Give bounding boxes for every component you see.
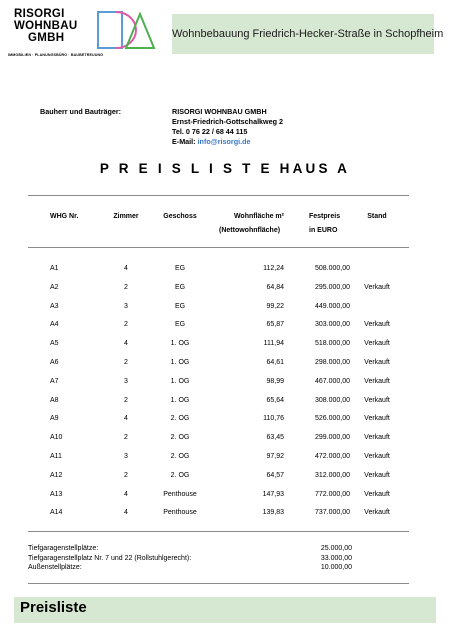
parking-price: 33.000,00: [320, 554, 352, 562]
parking-price: 25.000,00: [320, 545, 352, 552]
cell-stand: Verkauft: [364, 377, 390, 385]
email-label: E-Mail:: [172, 137, 196, 146]
cell-wohnflaeche: 139,83: [262, 509, 284, 517]
cell-wohnflaeche: 65,87: [266, 321, 284, 329]
cell-preis: 467.000,00: [314, 377, 350, 385]
cell-stand: Verkauft: [364, 396, 390, 404]
cell-nr: A2: [50, 283, 59, 291]
cell-preis: 308.000,00: [314, 396, 350, 404]
logo-line-3: GMBH: [28, 32, 65, 44]
cell-wohnflaeche: 64,84: [266, 283, 284, 291]
cell-wohnflaeche: 97,92: [266, 453, 284, 460]
cell-preis: 298.000,00: [314, 359, 350, 366]
cell-nr: A13: [50, 490, 63, 498]
cell-nr: A9: [50, 415, 59, 423]
cell-wohnflaeche: 98,99: [266, 377, 284, 385]
cell-nr: A14: [50, 509, 63, 517]
cell-geschoss: 1. OG: [170, 340, 190, 348]
logo-line-1: RISORGI: [14, 8, 65, 20]
logo-blue-square: [98, 12, 122, 48]
cell-nr: A6: [50, 359, 59, 366]
cell-wohnflaeche: 111,94: [263, 340, 284, 348]
cell-zimmer: 2: [124, 396, 128, 404]
company-logo-text: [14, 8, 77, 44]
cell-nr: A4: [50, 321, 59, 329]
footer-title: Preisliste: [20, 599, 87, 616]
cell-wohnflaeche: 65,64: [266, 396, 284, 404]
cell-zimmer: 4: [124, 265, 128, 272]
logo-tagline: IMMOBILIEN · PLANUNGSBÜRO · BAUBETREUUNG: [8, 53, 104, 57]
header-title: Wohnbebauung Friedrich-Hecker-Straße in Schopfheim: [172, 28, 444, 40]
cell-nr: A12: [50, 471, 63, 479]
divider-bottom: [28, 531, 409, 532]
cell-zimmer: 4: [124, 490, 128, 498]
cell-wohnflaeche: 147,93: [262, 490, 284, 498]
logo-graphic-icon: [96, 8, 156, 54]
cell-wohnflaeche: 99,22: [266, 302, 284, 310]
col-header-zimmer: Zimmer: [113, 213, 139, 220]
divider-top: [28, 195, 409, 196]
col-header-preis: Festpreis: [309, 213, 341, 220]
cell-nr: A3: [50, 302, 59, 310]
cell-preis: 472.000,00: [314, 453, 350, 460]
cell-zimmer: 3: [124, 377, 128, 385]
cell-preis: 303.000,00: [314, 321, 350, 329]
cell-stand: Verkauft: [364, 415, 390, 423]
email-link[interactable]: info@risorgi.de: [197, 137, 251, 146]
cell-stand: Verkauft: [364, 321, 390, 329]
cell-geschoss: EG: [174, 321, 186, 329]
cell-stand: Verkauft: [364, 453, 390, 460]
cell-stand: Verkauft: [364, 340, 390, 348]
cell-nr: A7: [50, 377, 59, 385]
parking-label: Tiefgaragenstellplätze:: [28, 545, 99, 552]
cell-nr: A5: [50, 340, 59, 348]
cell-zimmer: 2: [124, 471, 128, 479]
cell-geschoss: 1. OG: [170, 359, 190, 366]
contact-street: Ernst-Friedrich-Gottschalkweg 2: [172, 117, 284, 126]
cell-zimmer: 4: [124, 415, 128, 423]
cell-stand: Verkauft: [364, 283, 390, 291]
cell-zimmer: 2: [124, 434, 128, 442]
cell-preis: 772.000,00: [314, 490, 350, 498]
cell-zimmer: 4: [124, 509, 128, 517]
parking-label: Außenstellplätze:: [28, 564, 82, 571]
cell-geschoss: 2. OG: [170, 453, 190, 460]
cell-zimmer: 3: [124, 453, 128, 460]
parking-price: 10.000,00: [320, 564, 352, 571]
cell-stand: Verkauft: [364, 490, 390, 498]
cell-nr: A10: [50, 434, 63, 442]
cell-stand: Verkauft: [364, 471, 390, 479]
cell-geschoss: Penthouse: [163, 509, 197, 517]
cell-nr: A11: [50, 453, 62, 460]
cell-geschoss: 1. OG: [170, 396, 190, 404]
cell-preis: 449.000,00: [314, 302, 350, 310]
col-header-geschoss: Geschoss: [163, 213, 197, 220]
col-header-preis-sub: in EURO: [309, 227, 338, 234]
cell-geschoss: EG: [174, 265, 186, 272]
divider-header: [28, 247, 409, 248]
document-title: P R E I S L I S T E HAUS A: [99, 161, 351, 176]
cell-geschoss: 1. OG: [170, 377, 190, 385]
col-header-stand: Stand: [367, 213, 387, 220]
cell-nr: A8: [50, 396, 59, 404]
cell-wohnflaeche: 64,61: [266, 359, 284, 366]
cell-geschoss: EG: [174, 283, 186, 291]
cell-nr: A1: [50, 265, 59, 272]
cell-zimmer: 2: [124, 283, 128, 291]
cell-zimmer: 2: [124, 359, 128, 366]
cell-preis: 312.000,00: [314, 471, 350, 479]
contact-email-row: [172, 137, 251, 146]
cell-preis: 508.000,00: [314, 265, 350, 272]
col-header-wohnflaeche: Wohnfläche m²: [233, 213, 284, 220]
col-header-nr: WHG Nr.: [50, 213, 79, 220]
cell-geschoss: 2. OG: [170, 434, 190, 442]
cell-geschoss: Penthouse: [163, 490, 197, 498]
cell-preis: 518.000,00: [314, 340, 350, 348]
cell-zimmer: 2: [124, 321, 128, 329]
cell-preis: 737.000,00: [314, 509, 350, 517]
col-header-wohnflaeche-sub: (Nettowohnfläche): [219, 227, 281, 234]
cell-preis: 526.000,00: [314, 415, 350, 423]
cell-geschoss: 2. OG: [170, 471, 190, 479]
contact-label: Bauherr und Bauträger:: [40, 107, 122, 116]
cell-stand: Verkauft: [364, 434, 390, 442]
cell-geschoss: EG: [174, 302, 186, 310]
cell-geschoss: 2. OG: [170, 415, 190, 423]
cell-wohnflaeche: 63,45: [266, 434, 284, 442]
cell-zimmer: 3: [124, 302, 128, 310]
cell-wohnflaeche: 110,76: [263, 415, 284, 423]
cell-preis: 295.000,00: [314, 283, 350, 291]
contact-company: RISORGI WOHNBAU GMBH: [172, 107, 267, 116]
cell-wohnflaeche: 64,57: [266, 471, 284, 479]
logo-line-2: WOHNBAU: [14, 20, 78, 32]
cell-wohnflaeche: 112,24: [263, 265, 284, 272]
divider-footer: [28, 583, 409, 584]
cell-zimmer: 4: [124, 340, 128, 348]
contact-phone: Tel. 0 76 22 / 68 44 115: [172, 127, 248, 136]
parking-label: Tiefgaragenstellplatz Nr. 7 und 22 (Rollstuhlgerecht):: [28, 554, 192, 562]
cell-stand: Verkauft: [364, 509, 390, 517]
cell-preis: 299.000,00: [314, 434, 350, 442]
cell-stand: Verkauft: [364, 359, 390, 366]
